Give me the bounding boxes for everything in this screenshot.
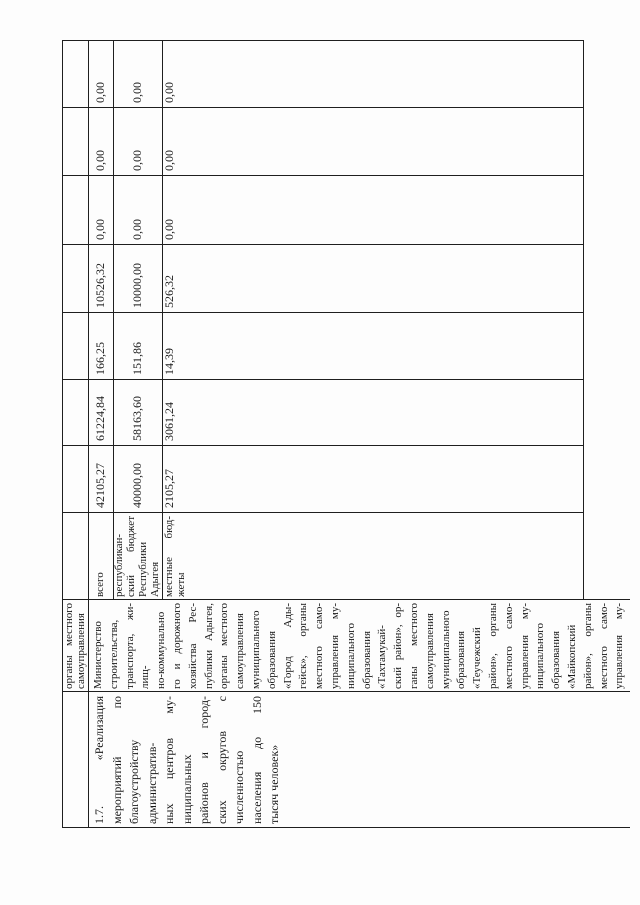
rotated-table bbox=[62, 40, 630, 828]
amount-cell: 0,00 bbox=[130, 150, 144, 171]
text-line: ных центров му- bbox=[162, 696, 176, 824]
amount-cell: 0,00 bbox=[162, 150, 176, 171]
amount-cell: 0,00 bbox=[93, 219, 107, 240]
text-line: ниципального bbox=[534, 622, 547, 689]
text-line: самоуправления bbox=[75, 613, 87, 689]
text-line: самоуправления bbox=[423, 613, 436, 689]
table-grid-line bbox=[583, 40, 584, 600]
amount-cell: 166,25 bbox=[93, 342, 107, 375]
text-line: местного само- bbox=[597, 603, 610, 689]
text-line: «Теучежский bbox=[471, 627, 484, 689]
text-line: жеты bbox=[175, 572, 187, 597]
amount-cell: 61224,84 bbox=[93, 396, 107, 441]
text-line: 1.7. «Реализация bbox=[92, 696, 106, 824]
text-line: управления му- bbox=[328, 603, 341, 689]
amount-cell: 0,00 bbox=[162, 219, 176, 240]
text-line: публики Адыгея, bbox=[202, 603, 215, 689]
text-line: транспорта, жи- bbox=[123, 603, 136, 689]
text-line: но-коммунально bbox=[155, 611, 168, 689]
text-line: благоустройству bbox=[127, 739, 141, 824]
text-line: строительства, bbox=[107, 619, 120, 689]
amount-cell: 0,00 bbox=[162, 82, 176, 103]
text-line: населения до 150 bbox=[249, 696, 264, 824]
amount-cell: 0,00 bbox=[93, 82, 107, 103]
text-line: ганы местного bbox=[407, 603, 420, 689]
amount-cell: 0,00 bbox=[93, 150, 107, 171]
text-line: гейск», органы bbox=[297, 603, 310, 689]
text-line: го и дорожного bbox=[170, 603, 183, 689]
text-line: численностью bbox=[232, 750, 246, 824]
text-line: органы местного bbox=[63, 603, 75, 689]
text-line: ский район», ор- bbox=[392, 603, 405, 689]
funding-source-local-budgets-cell bbox=[163, 513, 187, 600]
text-line: Республики bbox=[137, 541, 149, 597]
amount-cell: 0,00 bbox=[130, 82, 144, 103]
text-line: ниципального bbox=[344, 622, 357, 689]
text-line: республикан- bbox=[113, 533, 125, 597]
amount-cell: 10526,32 bbox=[93, 263, 107, 308]
amount-cell: 526,32 bbox=[162, 275, 176, 308]
table-grid-line bbox=[62, 40, 63, 828]
text-line: муниципального bbox=[439, 610, 452, 689]
funding-source-total-cell bbox=[88, 513, 113, 600]
amount-cell: 0,00 bbox=[130, 219, 144, 240]
text-line: ский бюджет bbox=[125, 516, 137, 597]
text-line: «Майкопский bbox=[565, 624, 578, 689]
text-line: образования bbox=[360, 630, 373, 689]
text-line: местного само- bbox=[502, 603, 515, 689]
text-line: муниципального bbox=[249, 610, 262, 689]
amount-cell: 3061,24 bbox=[162, 402, 176, 441]
text-line: местного само- bbox=[313, 603, 326, 689]
text-line: мероприятий по bbox=[109, 696, 124, 824]
text-line: хозяйства Рес- bbox=[186, 603, 199, 689]
text-line: Адыгея bbox=[149, 561, 161, 597]
text-line: ских округов с bbox=[214, 696, 229, 824]
text-line: тысяч человек» bbox=[267, 744, 281, 824]
text-line: управления му- bbox=[613, 603, 626, 689]
text-line: «Город Ады- bbox=[281, 603, 294, 689]
text-line: район», органы bbox=[581, 603, 594, 689]
text-line: районов и город- bbox=[197, 696, 211, 824]
amount-cell: 10000,00 bbox=[130, 263, 144, 308]
measure-name-cell bbox=[91, 692, 284, 828]
text-line: Министерство bbox=[92, 621, 104, 689]
prev-row-executor-cell bbox=[63, 600, 87, 692]
text-line: всего bbox=[94, 572, 106, 597]
amount-cell: 14,39 bbox=[162, 348, 176, 375]
text-line: управления му- bbox=[518, 603, 531, 689]
text-line: ниципальных bbox=[179, 754, 194, 824]
text-line: местные бюд- bbox=[163, 516, 175, 597]
text-line: образования bbox=[550, 630, 563, 689]
amount-cell: 40000,00 bbox=[130, 463, 144, 508]
executor-cell bbox=[91, 600, 628, 692]
funding-source-republic-budget-cell bbox=[113, 513, 161, 600]
text-line: административ- bbox=[144, 742, 159, 824]
text-line: район», органы bbox=[486, 603, 499, 689]
text-line: образования bbox=[455, 630, 468, 689]
text-line: «Тахтамукай- bbox=[376, 625, 389, 689]
amount-cell: 58163,60 bbox=[130, 396, 144, 441]
text-line: образования bbox=[265, 630, 278, 689]
text-line: самоуправления bbox=[234, 613, 247, 689]
amount-cell: 2105,27 bbox=[162, 469, 176, 508]
text-line: органы местного bbox=[218, 603, 231, 689]
text-line: лищ- bbox=[139, 665, 152, 689]
amount-cell: 42105,27 bbox=[93, 463, 107, 508]
amount-cell: 151,86 bbox=[130, 342, 144, 375]
